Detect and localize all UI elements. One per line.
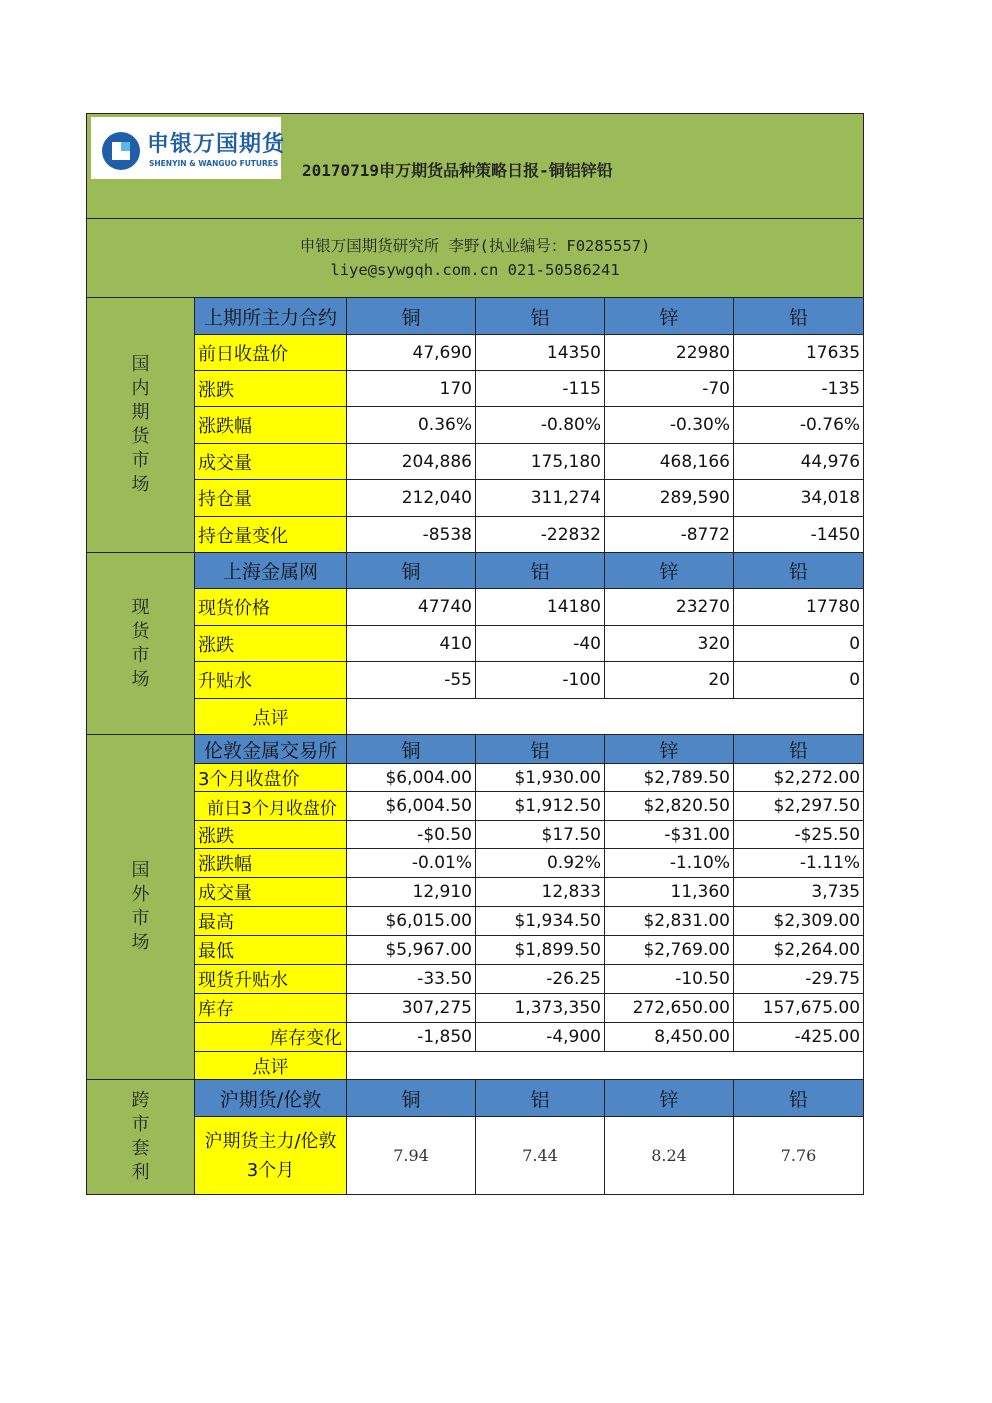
cell-value: -1.11%	[734, 849, 864, 878]
comment-label: 点评	[195, 699, 347, 735]
cell-value: -100	[476, 662, 605, 699]
table-row	[87, 1117, 864, 1195]
foreign-header-label: 伦敦金属交易所	[195, 735, 347, 764]
cell-value: $2,831.00	[605, 907, 734, 936]
cell-value: 14180	[476, 589, 605, 626]
cell-value: -135	[734, 371, 864, 407]
cell-value: -0.30%	[605, 407, 734, 444]
comment-label: 点评	[195, 1052, 347, 1080]
table-row	[87, 1052, 864, 1080]
row-label: 最低	[195, 936, 347, 965]
cell-value: 307,275	[347, 994, 476, 1023]
table-row	[87, 792, 864, 821]
cell-value: -$31.00	[605, 821, 734, 849]
cell-value: $5,967.00	[347, 936, 476, 965]
section-foreign: 国外市场	[87, 735, 195, 1080]
metal-header: 铝	[476, 298, 605, 335]
row-label: 前日3个月收盘价	[195, 792, 347, 821]
table-row	[87, 849, 864, 878]
cell-value: -0.01%	[347, 849, 476, 878]
cell-value: $1,899.50	[476, 936, 605, 965]
cell-value: 47,690	[347, 335, 476, 371]
section-arbitrage: 跨市套利	[87, 1080, 195, 1195]
metal-header: 锌	[605, 298, 734, 335]
cell-value: -40	[476, 626, 605, 662]
cell-value: $2,272.00	[734, 764, 864, 792]
cell-value: 468,166	[605, 444, 734, 480]
metal-header: 铝	[476, 1080, 605, 1117]
cell-value: $2,769.00	[605, 936, 734, 965]
cell-value: $6,004.50	[347, 792, 476, 821]
cell-value: 23270	[605, 589, 734, 626]
section-domestic: 国内期货市场	[87, 298, 195, 553]
row-label: 库存变化	[195, 1023, 347, 1052]
row-label: 现货升贴水	[195, 965, 347, 994]
row-label: 涨跌幅	[195, 407, 347, 444]
row-label: 涨跌	[195, 371, 347, 407]
table-row	[87, 1023, 864, 1052]
cell-value: 175,180	[476, 444, 605, 480]
cell-value: $1,912.50	[476, 792, 605, 821]
cell-value: 0.36%	[347, 407, 476, 444]
metal-header: 锌	[605, 735, 734, 764]
cell-value: 0	[734, 662, 864, 699]
logo-mark-icon	[101, 131, 141, 171]
cell-value: -$25.50	[734, 821, 864, 849]
table-row	[87, 764, 864, 792]
cell-value: 272,650.00	[605, 994, 734, 1023]
cell-value: -1,850	[347, 1023, 476, 1052]
table-row	[87, 626, 864, 662]
author-info	[87, 219, 864, 298]
cell-value: $2,789.50	[605, 764, 734, 792]
cell-value: 410	[347, 626, 476, 662]
cell-value: 170	[347, 371, 476, 407]
metal-header: 锌	[605, 1080, 734, 1117]
cell-value: 289,590	[605, 480, 734, 517]
table-row	[87, 965, 864, 994]
cell-value: $6,015.00	[347, 907, 476, 936]
metal-header: 铅	[734, 553, 864, 589]
author-name: 申银万国期货研究所 李野(执业编号：F0285557)	[299, 237, 651, 255]
metal-header: 铅	[734, 735, 864, 764]
table-row	[87, 589, 864, 626]
cell-value: $2,820.50	[605, 792, 734, 821]
strategy-report-table	[86, 113, 864, 1195]
metal-header: 铜	[347, 1080, 476, 1117]
row-label: 持仓量变化	[195, 517, 347, 553]
cell-value: -70	[605, 371, 734, 407]
cell-value: $2,309.00	[734, 907, 864, 936]
table-row	[87, 878, 864, 907]
cell-value: -8538	[347, 517, 476, 553]
cell-value: 11,360	[605, 878, 734, 907]
table-row	[87, 480, 864, 517]
cell-value: $2,297.50	[734, 792, 864, 821]
cell-value: $1,934.50	[476, 907, 605, 936]
arbitrage-header-label: 沪期货/伦敦	[195, 1080, 347, 1117]
cell-value: -33.50	[347, 965, 476, 994]
row-label: 涨跌	[195, 626, 347, 662]
table-row	[87, 444, 864, 480]
metal-header: 铜	[347, 298, 476, 335]
cell-value: 47740	[347, 589, 476, 626]
metal-header: 铝	[476, 735, 605, 764]
cell-value: 0	[734, 626, 864, 662]
comment-cell	[347, 699, 864, 735]
section-spot: 现货市场	[87, 553, 195, 735]
cell-value: 17635	[734, 335, 864, 371]
row-label: 升贴水	[195, 662, 347, 699]
row-label: 持仓量	[195, 480, 347, 517]
cell-value: 17780	[734, 589, 864, 626]
cell-value: 212,040	[347, 480, 476, 517]
cell-value: 0.92%	[476, 849, 605, 878]
cell-value: 8,450.00	[605, 1023, 734, 1052]
table-row	[87, 821, 864, 849]
cell-value: 34,018	[734, 480, 864, 517]
cell-value: -55	[347, 662, 476, 699]
company-logo	[91, 117, 286, 179]
logo-text-en: SHENYIN & WANGUO FUTURES	[149, 159, 279, 168]
comment-cell	[347, 1052, 864, 1080]
logo-text-cn: 申银万国期货	[147, 132, 286, 157]
cell-value: $6,004.00	[347, 764, 476, 792]
cell-value: 7.76	[734, 1117, 864, 1195]
cell-value: -1.10%	[605, 849, 734, 878]
cell-value: 157,675.00	[734, 994, 864, 1023]
cell-value: -26.25	[476, 965, 605, 994]
row-label: 最高	[195, 907, 347, 936]
report-header	[87, 114, 864, 219]
row-label: 成交量	[195, 878, 347, 907]
cell-value: 7.44	[476, 1117, 605, 1195]
row-label: 3个月收盘价	[195, 764, 347, 792]
cell-value: -$0.50	[347, 821, 476, 849]
cell-value: 12,833	[476, 878, 605, 907]
cell-value: -115	[476, 371, 605, 407]
cell-value: -0.76%	[734, 407, 864, 444]
cell-value: -10.50	[605, 965, 734, 994]
metal-header: 铜	[347, 553, 476, 589]
cell-value: -425.00	[734, 1023, 864, 1052]
table-row	[87, 936, 864, 965]
cell-value: -0.80%	[476, 407, 605, 444]
cell-value: -8772	[605, 517, 734, 553]
cell-value: 20	[605, 662, 734, 699]
row-label: 前日收盘价	[195, 335, 347, 371]
author-contact: liye@sywgqh.com.cn 021-50586241	[330, 261, 620, 279]
cell-value: 12,910	[347, 878, 476, 907]
cell-value: -29.75	[734, 965, 864, 994]
cell-value: 204,886	[347, 444, 476, 480]
metal-header: 铅	[734, 1080, 864, 1117]
cell-value: -22832	[476, 517, 605, 553]
row-label: 库存	[195, 994, 347, 1023]
row-label: 沪期货主力/伦敦3个月	[195, 1117, 347, 1195]
spot-header-label: 上海金属网	[195, 553, 347, 589]
table-row	[87, 994, 864, 1023]
cell-value: $17.50	[476, 821, 605, 849]
cell-value: 8.24	[605, 1117, 734, 1195]
table-row	[87, 907, 864, 936]
cell-value: $1,930.00	[476, 764, 605, 792]
cell-value: 44,976	[734, 444, 864, 480]
cell-value: 1,373,350	[476, 994, 605, 1023]
row-label: 现货价格	[195, 589, 347, 626]
cell-value: 7.94	[347, 1117, 476, 1195]
cell-value: 320	[605, 626, 734, 662]
metal-header: 铝	[476, 553, 605, 589]
table-row	[87, 517, 864, 553]
table-row	[87, 335, 864, 371]
table-row	[87, 407, 864, 444]
table-row	[87, 371, 864, 407]
cell-value: -1450	[734, 517, 864, 553]
domestic-header-label: 上期所主力合约	[195, 298, 347, 335]
row-label: 涨跌幅	[195, 849, 347, 878]
row-label: 涨跌	[195, 821, 347, 849]
cell-value: -4,900	[476, 1023, 605, 1052]
table-row	[87, 699, 864, 735]
metal-header: 铅	[734, 298, 864, 335]
cell-value: 22980	[605, 335, 734, 371]
metal-header: 铜	[347, 735, 476, 764]
metal-header: 锌	[605, 553, 734, 589]
cell-value: 311,274	[476, 480, 605, 517]
cell-value: 14350	[476, 335, 605, 371]
cell-value: 3,735	[734, 878, 864, 907]
table-row	[87, 662, 864, 699]
row-label: 成交量	[195, 444, 347, 480]
report-title: 20170719申万期货品种策略日报-铜铝锌铅	[302, 161, 613, 180]
cell-value: $2,264.00	[734, 936, 864, 965]
